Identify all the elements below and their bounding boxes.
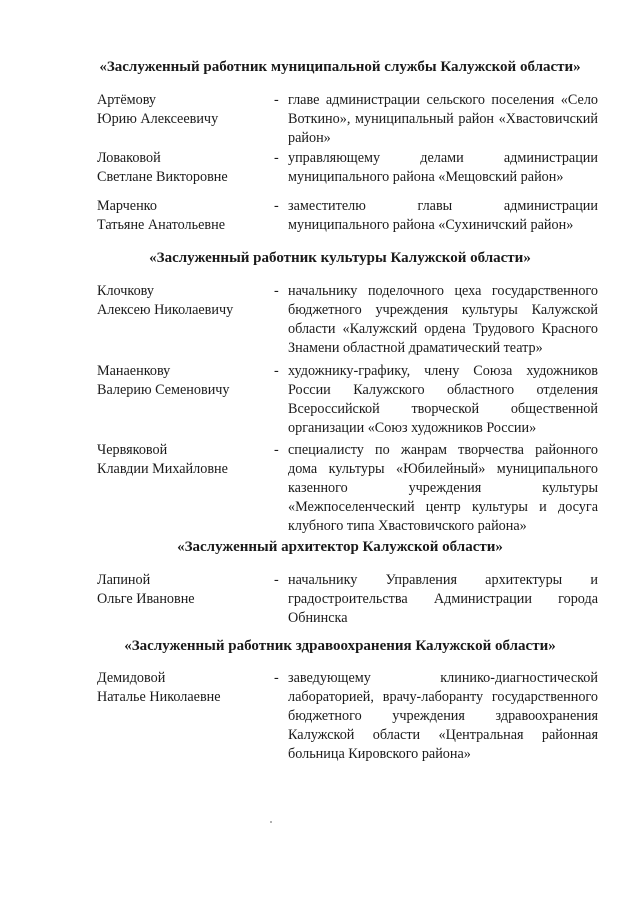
recipient-surname: Артёмову: [97, 92, 157, 108]
recipient-position: начальнику Управления архитектуры и градостроительства Администрации города Обнинска: [288, 572, 598, 626]
recipient-surname: Лапиной: [97, 572, 151, 588]
section-title-healthcare: «Заслуженный работник здравоохранения Калужской области»: [124, 638, 556, 654]
recipient-surname: Демидовой: [97, 670, 166, 686]
section-title-culture: «Заслуженный работник культуры Калужской области»: [149, 250, 531, 266]
recipient-surname: Червяковой: [97, 442, 168, 458]
recipient-surname: Ловаковой: [97, 150, 161, 166]
recipient-name: [97, 362, 272, 400]
recipient-surname: Манаенкову: [97, 363, 171, 379]
recipient-position: художнику-графику, члену Союза художников России Калужского областного отделения Всероссийской творческой общественной организации «Союз художников России»: [288, 363, 598, 436]
recipient-name: [97, 91, 272, 129]
recipient-given-name: Юрию Алексеевичу: [97, 111, 219, 127]
scan-dot-mark: [270, 821, 272, 823]
recipient-position: специалисту по жанрам творчества районного дома культуры «Юбилейный» муниципального казенного учреждения культуры «Межпоселенческий центр культуры и досуга клубного типа Хвастовичского района»: [288, 442, 598, 534]
recipient-given-name: Ольге Ивановне: [97, 591, 195, 607]
recipient-position: начальнику поделочного цеха государственного бюджетного учреждения культуры Калужской области «Калужский ордена Трудового Красного Знамени областной драматический театр»: [288, 283, 598, 356]
separator-dash: -: [274, 283, 279, 299]
recipient-given-name: Алексею Николаевичу: [97, 302, 234, 318]
recipient-given-name: Валерию Семеновичу: [97, 382, 230, 398]
recipient-name: [97, 571, 272, 609]
separator-dash: -: [274, 198, 279, 214]
separator-dash: -: [274, 150, 279, 166]
recipient-name: [97, 669, 272, 707]
recipient-position: заместителю главы администрации муниципального района «Сухиничский район»: [288, 198, 598, 233]
recipient-surname: Марченко: [97, 198, 157, 214]
recipient-position: управляющему делами администрации муниципального района «Мещовский район»: [288, 150, 598, 185]
recipient-given-name: Светлане Викторовне: [97, 169, 228, 185]
recipient-given-name: Клавдии Михайловне: [97, 461, 228, 477]
section-title-municipal-service: «Заслуженный работник муниципальной службы Калужской области»: [99, 59, 581, 75]
recipient-name: [97, 197, 272, 235]
separator-dash: -: [274, 442, 279, 458]
separator-dash: -: [274, 92, 279, 108]
recipient-name: [97, 441, 272, 479]
recipient-surname: Клочкову: [97, 283, 154, 299]
recipient-name: [97, 282, 272, 320]
separator-dash: -: [274, 572, 279, 588]
separator-dash: -: [274, 363, 279, 379]
recipient-given-name: Татьяне Анатольевне: [97, 217, 225, 233]
recipient-name: [97, 149, 272, 187]
recipient-given-name: Наталье Николаевне: [97, 689, 221, 705]
section-title-architect: «Заслуженный архитектор Калужской области»: [177, 539, 503, 555]
recipient-position: главе администрации сельского поселения «Село Воткино», муниципальный район «Хвастовичский район»: [288, 92, 598, 146]
recipient-position: заведующему клинико-диагностической лабораторией, врачу-лаборанту государственного бюджетного учреждения здравоохранения Калужской области «Центральная районная больница Кировского района»: [288, 670, 598, 762]
separator-dash: -: [274, 670, 279, 686]
